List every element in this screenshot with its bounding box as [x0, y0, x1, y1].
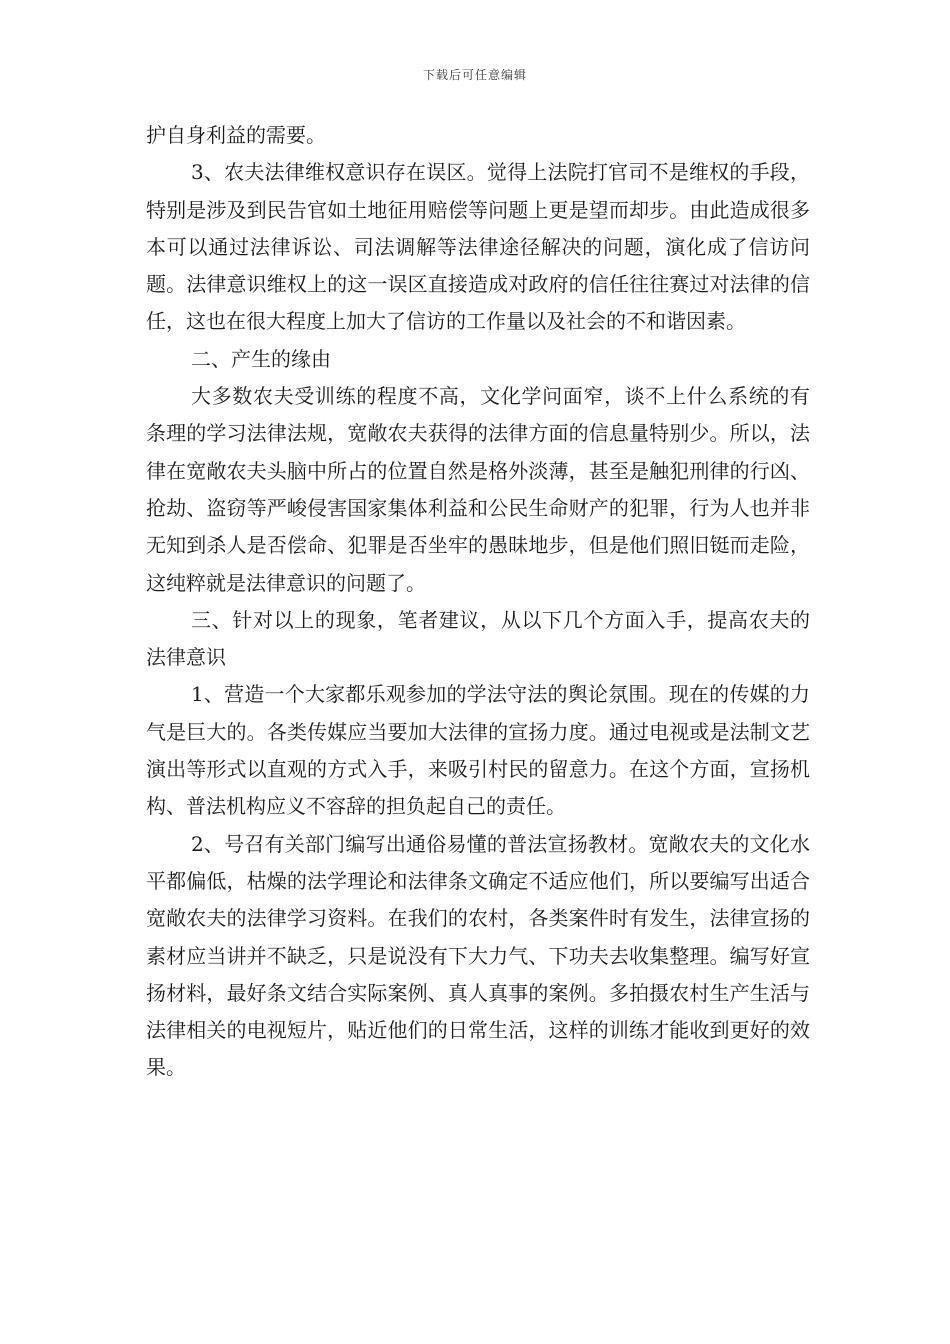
paragraph-item-3: 3、农夫法律维权意识存在误区。觉得上法院打官司不是维权的手段，特别是涉及到民告官如土地征用赔偿等问题上更是望而却步。由此造成很多本可以通过法律诉讼、司法调解等法律途径解决的问题，演化成了信访问题。法律意识维权上的这一误区直接造成对政府的信任往往赛过对法律的信任，这也在很大程度上加大了信访的工作量以及社会的不和谐因素。: [146, 160, 810, 334]
section-heading-3: 三、针对以上的现象，笔者建议，从以下几个方面入手，提高农夫的法律意识: [146, 607, 810, 670]
document-body: [146, 117, 810, 1087]
paragraph-suggestion-1: 1、营造一个大家都乐观参加的学法守法的舆论氛围。现在的传媒的力气是巨大的。各类传媒应当要加大法律的宣扬力度。通过电视或是法制文艺演出等形式以直观的方式入手，来吸引村民的留意力。在这个方面，宣扬机构、普法机构应义不容辞的担负起自己的责任。: [146, 682, 810, 819]
page-header-note: 下载后可任意编辑: [422, 68, 527, 82]
paragraph-causes: 大多数农夫受训练的程度不高，文化学问面窄，谈不上什么系统的有条理的学习法律法规，宽敞农夫获得的法律方面的信息量特别少。所以，法律在宽敞农夫头脑中所占的位置自然是格外淡薄，甚至是触犯刑律的行凶、抢劫、盗窃等严峻侵害国家集体利益和公民生命财产的犯罪，行为人也并非无知到杀人是否偿命、犯罪是否坐牢的愚昧地步，但是他们照旧铤而走险，这纯粹就是法律意识的问题了。: [146, 384, 810, 595]
section-heading-2: 二、产生的缘由: [191, 346, 331, 371]
paragraph-suggestion-2: 2、号召有关部门编写出通俗易懂的普法宣扬教材。宽敞农夫的文化水平都偏低，枯燥的法学理论和法律条文确定不适应他们，所以要编写出适合宽敞农夫的法律学习资料。在我们的农村，各类案件时有发生，法律宣扬的素材应当讲并不缺乏，只是说没有下大力气、下功夫去收集整理。编写好宣扬材料，最好条文结合实际案例、真人真事的案例。多拍摄农村生产生活与法律相关的电视短片，贴近他们的日常生活，这样的训练才能收到更好的效果。: [146, 831, 810, 1080]
paragraph-continuation: 护自身利益的需要。: [146, 123, 326, 147]
